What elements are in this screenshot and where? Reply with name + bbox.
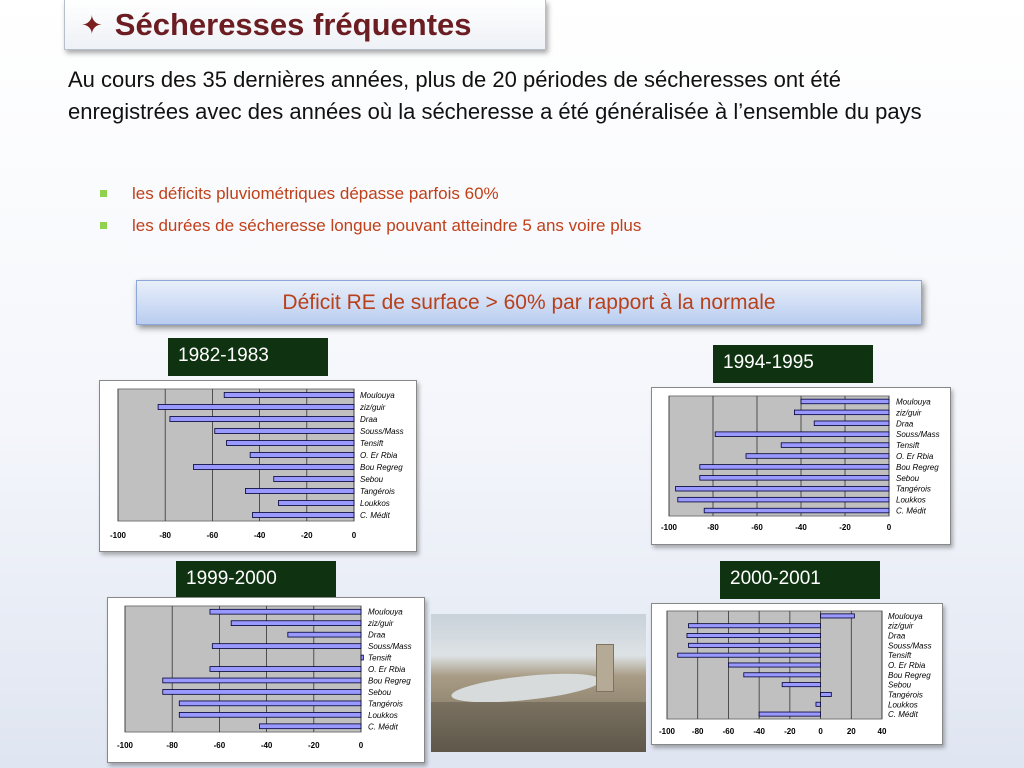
bar bbox=[794, 410, 889, 415]
category-label: ziz/guir bbox=[888, 621, 914, 631]
bar bbox=[260, 724, 361, 729]
bar bbox=[816, 702, 821, 706]
bar bbox=[179, 701, 361, 706]
dam-reservoir-photo bbox=[431, 614, 646, 752]
x-tick-label: 40 bbox=[877, 727, 887, 736]
category-label: Tensift bbox=[360, 439, 384, 448]
bar bbox=[210, 609, 361, 614]
x-tick-label: -80 bbox=[691, 727, 704, 736]
bar bbox=[821, 614, 855, 618]
bar bbox=[245, 488, 354, 493]
category-label: Souss/Mass bbox=[896, 430, 940, 440]
bar bbox=[288, 632, 361, 637]
bar bbox=[224, 392, 354, 397]
chart-1994-1995 bbox=[651, 387, 951, 545]
category-label: ziz/guir bbox=[360, 403, 386, 412]
bar bbox=[678, 497, 889, 502]
bar bbox=[759, 712, 820, 716]
bullet-list bbox=[100, 178, 641, 242]
category-label: Tensift bbox=[896, 441, 920, 451]
bar bbox=[210, 667, 361, 672]
bar bbox=[253, 512, 354, 517]
bar bbox=[700, 465, 889, 470]
category-label: O. Er Rbia bbox=[896, 452, 934, 461]
x-tick-label: -20 bbox=[301, 531, 313, 540]
bar bbox=[274, 476, 354, 481]
category-label: Moulouya bbox=[360, 391, 395, 400]
x-tick-label: 0 bbox=[351, 531, 357, 540]
deficit-banner: Déficit RE de surface > 60% par rapport à la normale bbox=[136, 280, 922, 325]
bar bbox=[814, 421, 889, 426]
bar bbox=[689, 643, 821, 647]
bullet-item: les durées de sécheresse longue pouvant atteindre 5 ans voire plus bbox=[100, 210, 641, 242]
x-tick-label: -100 bbox=[660, 523, 678, 532]
x-tick-label: -20 bbox=[784, 727, 796, 736]
category-label: Loukkos bbox=[888, 700, 918, 710]
category-label: Sebou bbox=[368, 687, 392, 697]
slide-title-box bbox=[64, 0, 546, 50]
x-tick-label: -100 bbox=[109, 531, 127, 540]
category-label: Sebou bbox=[888, 680, 912, 690]
category-label: Loukkos bbox=[360, 499, 390, 508]
x-tick-label: 0 bbox=[886, 523, 892, 532]
category-label: Moulouya bbox=[888, 611, 923, 621]
bar bbox=[212, 644, 361, 649]
x-tick-label: -80 bbox=[159, 531, 171, 540]
category-label: O. Er Rbia bbox=[360, 451, 398, 460]
x-tick-label: -100 bbox=[116, 741, 134, 750]
category-label: O. Er Rbia bbox=[888, 661, 926, 670]
chart-svg bbox=[652, 604, 942, 744]
period-label-1982-1983: 1982-1983 bbox=[168, 338, 328, 376]
bar bbox=[746, 454, 889, 459]
bar bbox=[744, 673, 821, 677]
x-tick-label: -80 bbox=[707, 523, 719, 532]
bar bbox=[689, 624, 821, 628]
bar bbox=[687, 633, 821, 637]
category-label: C. Médit bbox=[896, 506, 926, 516]
bar bbox=[227, 440, 354, 445]
bar bbox=[728, 663, 820, 667]
category-label: ziz/guir bbox=[368, 619, 394, 629]
x-tick-label: -40 bbox=[253, 531, 266, 540]
category-label: Loukkos bbox=[368, 710, 398, 720]
x-tick-label: -40 bbox=[753, 727, 765, 736]
category-label: Souss/Mass bbox=[368, 642, 412, 652]
bar bbox=[700, 476, 889, 481]
bar bbox=[704, 508, 889, 513]
chart-2000-2001 bbox=[651, 603, 943, 745]
x-tick-label: 20 bbox=[846, 727, 856, 736]
category-label: Bou Regreg bbox=[368, 676, 411, 686]
bar bbox=[361, 655, 363, 660]
x-tick-label: -60 bbox=[206, 531, 219, 540]
category-label: C. Médit bbox=[368, 722, 398, 732]
x-tick-label: -80 bbox=[166, 741, 178, 750]
bar bbox=[821, 692, 832, 696]
category-label: Draa bbox=[888, 631, 906, 641]
category-label: Bou Regreg bbox=[896, 462, 939, 472]
bar bbox=[163, 690, 361, 695]
period-label-1994-1995: 1994-1995 bbox=[713, 345, 873, 383]
x-tick-label: -40 bbox=[795, 523, 807, 532]
category-label: ziz/guir bbox=[896, 408, 922, 418]
bar bbox=[781, 443, 889, 448]
chart-svg bbox=[652, 388, 950, 544]
star-icon: ✦ bbox=[81, 9, 103, 40]
chart-1982-1983 bbox=[99, 380, 417, 552]
category-label: Moulouya bbox=[368, 607, 403, 617]
x-tick-label: 0 bbox=[358, 741, 364, 750]
intro-paragraph: Au cours des 35 dernières années, plus de 20 périodes de sécheresses ont été enregistrées avec des années où la sécheresse a été généralisée à l’ensemble du pays bbox=[68, 67, 922, 124]
category-label: Tangérois bbox=[896, 484, 931, 494]
x-tick-label: -60 bbox=[722, 727, 735, 736]
bar bbox=[676, 486, 889, 491]
x-tick-label: -20 bbox=[839, 523, 851, 532]
slide-title: Sécheresses fréquentes bbox=[114, 6, 472, 42]
category-label: Sebou bbox=[896, 473, 920, 483]
bar bbox=[163, 678, 361, 683]
chart-1999-2000 bbox=[107, 597, 425, 763]
x-tick-label: -100 bbox=[658, 727, 676, 736]
x-tick-label: -60 bbox=[751, 523, 763, 532]
category-label: Tensift bbox=[368, 653, 392, 663]
category-label: Moulouya bbox=[896, 397, 931, 407]
category-label: C. Médit bbox=[888, 710, 918, 720]
category-label: Bou Regreg bbox=[888, 670, 931, 680]
bar bbox=[250, 452, 354, 457]
x-tick-label: -20 bbox=[308, 741, 320, 750]
x-tick-label: -60 bbox=[213, 741, 226, 750]
category-label: Bou Regreg bbox=[360, 463, 403, 472]
category-label: Draa bbox=[368, 630, 386, 640]
category-label: Souss/Mass bbox=[888, 641, 932, 651]
period-label-2000-2001: 2000-2001 bbox=[720, 561, 880, 599]
x-tick-label: 0 bbox=[818, 727, 823, 736]
bar bbox=[170, 416, 354, 421]
category-label: Tensift bbox=[888, 651, 912, 661]
bar bbox=[231, 621, 361, 626]
chart-svg bbox=[108, 598, 424, 762]
category-label: C. Médit bbox=[360, 511, 390, 520]
category-label: Draa bbox=[360, 415, 378, 424]
category-label: Tangérois bbox=[888, 690, 923, 700]
category-label: Sebou bbox=[360, 475, 384, 484]
bar bbox=[278, 500, 354, 505]
category-label: Tangérois bbox=[360, 487, 395, 496]
bar bbox=[158, 404, 354, 409]
category-label: Draa bbox=[896, 419, 914, 429]
category-label: Tangérois bbox=[368, 699, 403, 709]
bullet-item: les déficits pluviométriques dépasse parfois 60% bbox=[100, 178, 641, 210]
category-label: Souss/Mass bbox=[360, 427, 404, 436]
bar bbox=[678, 653, 821, 657]
bar bbox=[194, 464, 354, 469]
bar bbox=[801, 399, 889, 404]
bar bbox=[782, 683, 820, 687]
bar bbox=[215, 428, 354, 433]
category-label: Loukkos bbox=[896, 495, 926, 505]
bar bbox=[715, 432, 889, 437]
x-tick-label: -40 bbox=[260, 741, 273, 750]
chart-svg bbox=[100, 381, 416, 551]
bar bbox=[179, 712, 361, 717]
period-label-1999-2000: 1999-2000 bbox=[176, 561, 336, 599]
category-label: O. Er Rbia bbox=[368, 665, 406, 674]
